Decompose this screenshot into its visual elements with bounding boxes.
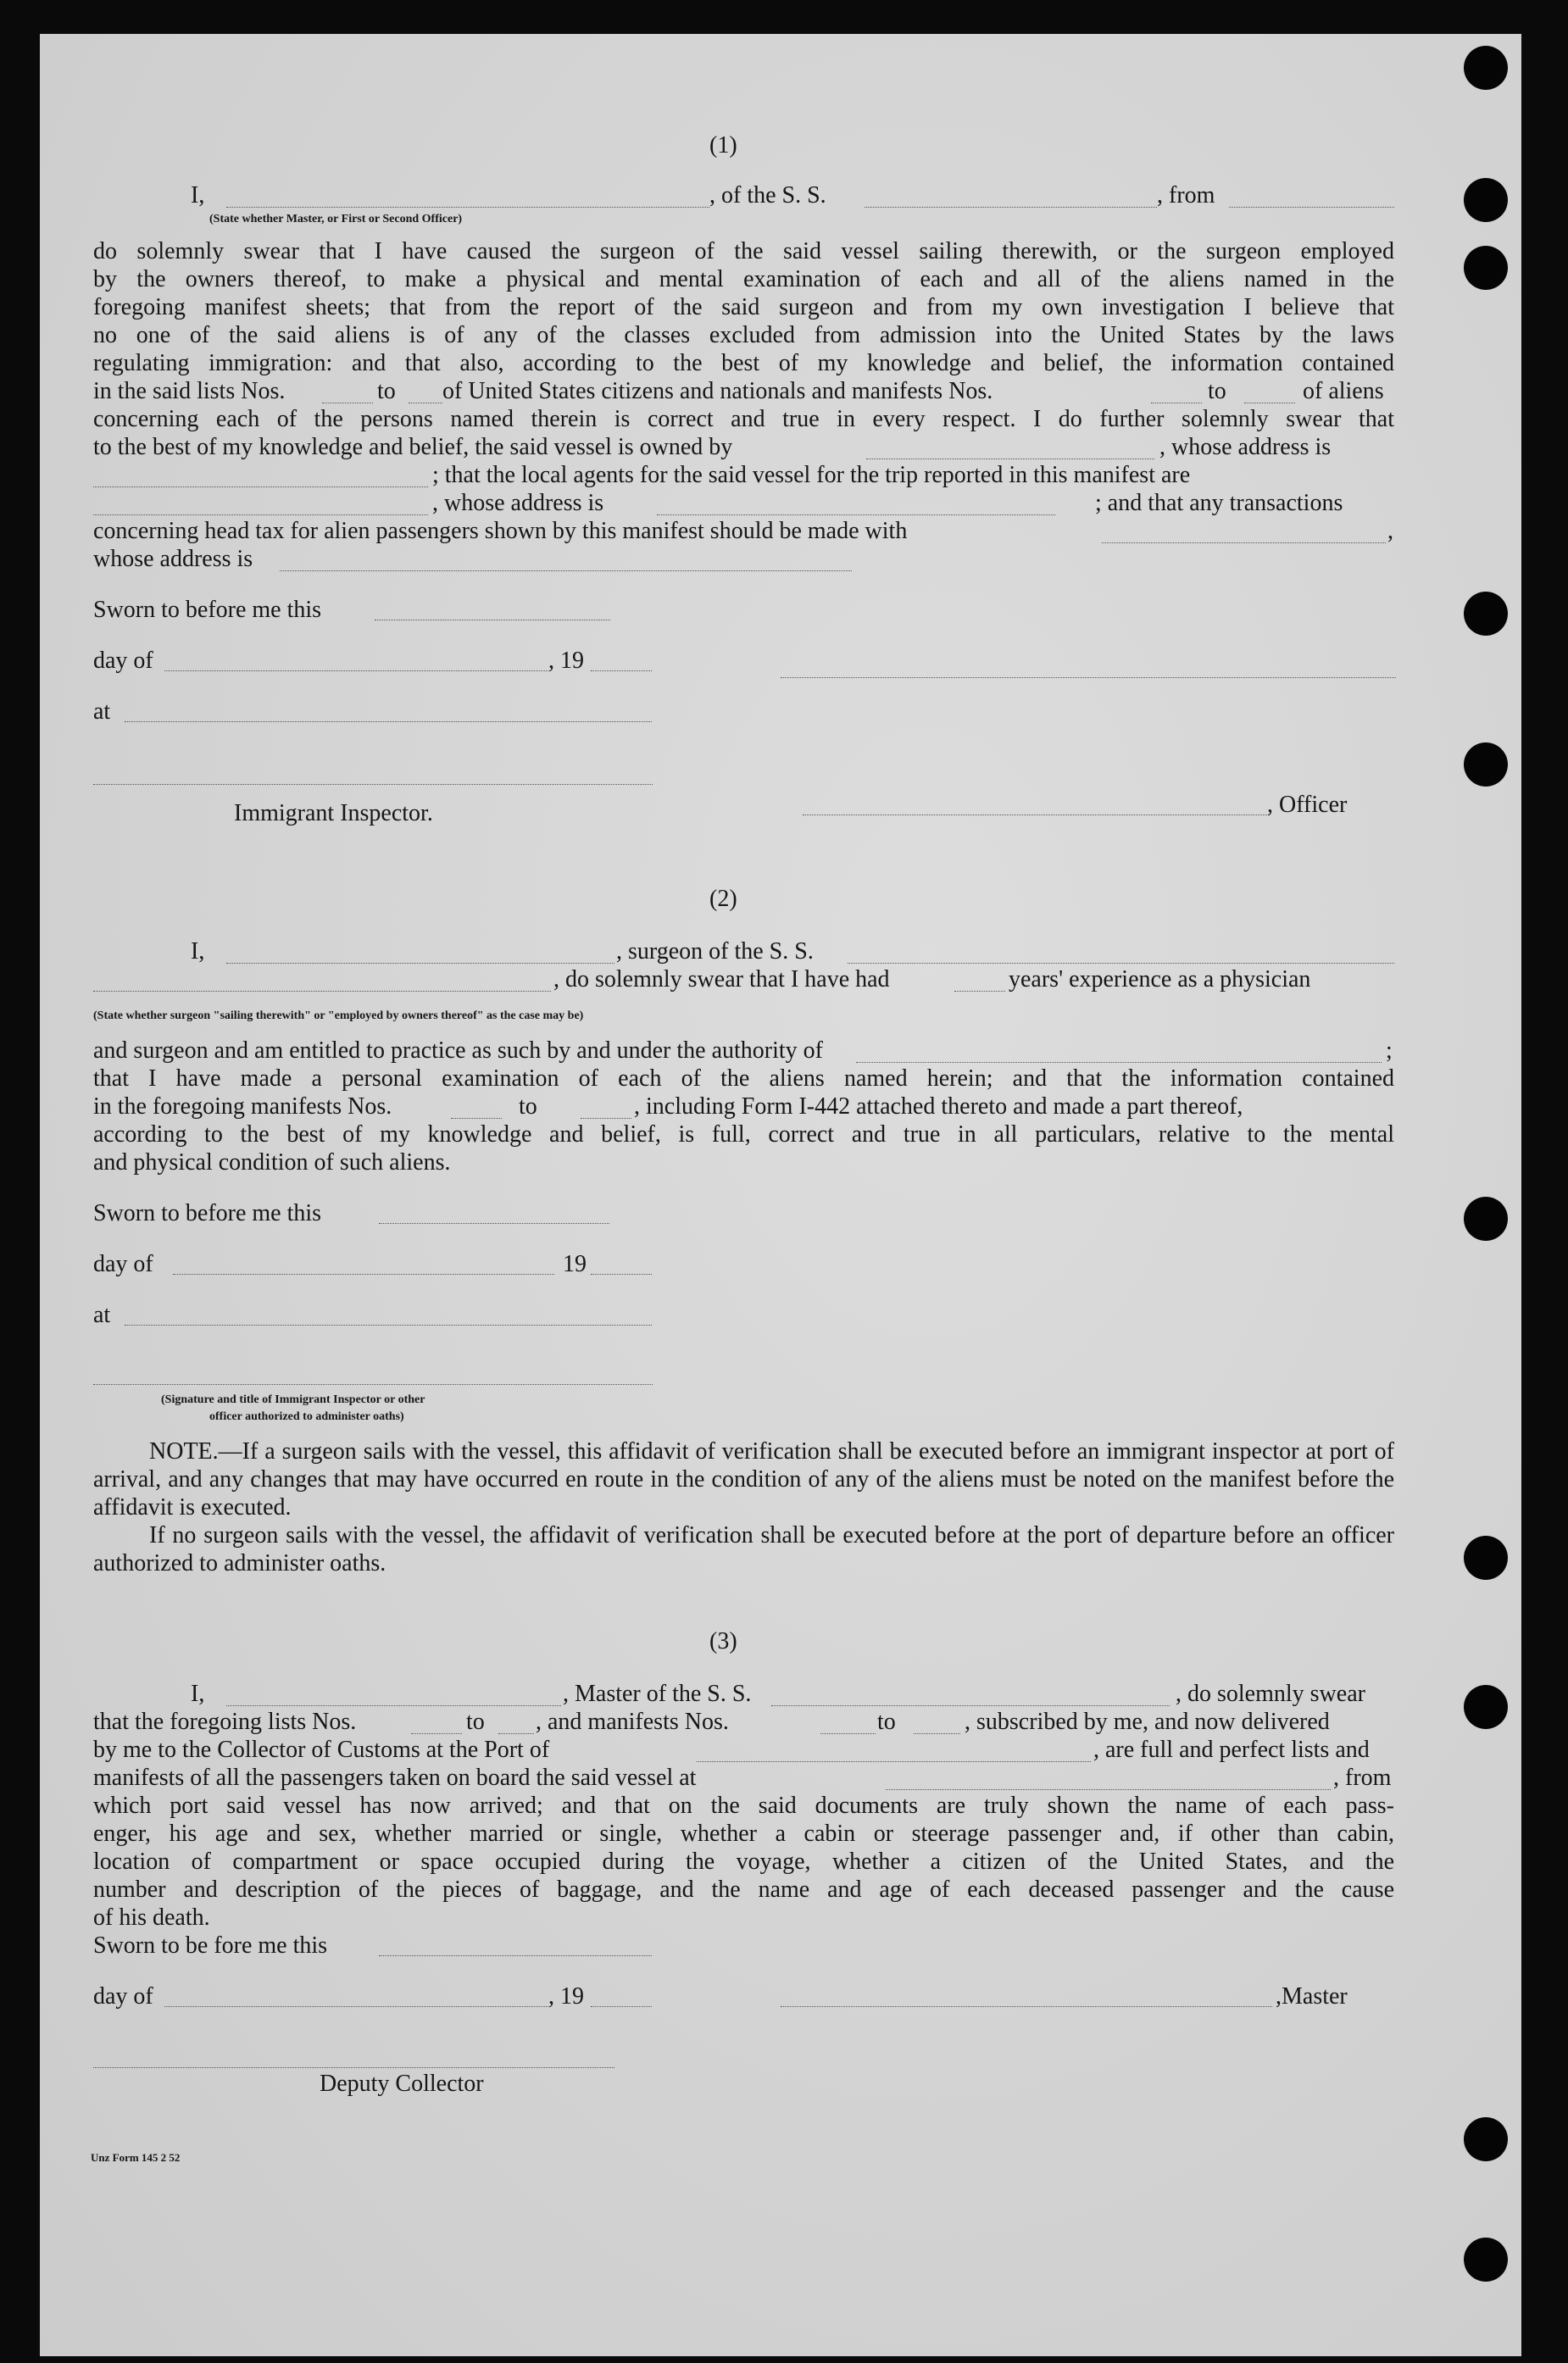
year-field-1[interactable] bbox=[591, 670, 652, 671]
section-1-day-of: day of bbox=[93, 648, 153, 674]
owner-address-field[interactable] bbox=[93, 466, 428, 487]
officer-rank-caption: (State whether Master, or First or Second Officer) bbox=[209, 213, 463, 225]
note-paragraph-2: If no surgeon sails with the vessel, the affidavit of verification shall be executed before at the port of departure before an officer authorized to administer oaths. bbox=[93, 1522, 1394, 1576]
punch-hole bbox=[1464, 2238, 1508, 2282]
section-1-p2: by the owners thereof, to make a physical and mental examination of each and all of the aliens named in the bbox=[93, 266, 1394, 292]
section-2-day-of: day of bbox=[93, 1251, 153, 1277]
section-3-sworn: Sworn to be fore me this bbox=[93, 1932, 328, 1959]
section-1-p3: foregoing manifest sheets; that from the report of the said surgeon and from my own investigation I believe that bbox=[93, 294, 1394, 320]
punch-hole bbox=[1464, 46, 1508, 90]
place-field-2[interactable] bbox=[125, 1324, 652, 1326]
section-1-p4: no one of the said aliens is of any of the classes excluded from admission into the United States by the laws bbox=[93, 322, 1394, 348]
punch-hole bbox=[1464, 592, 1508, 636]
vessel-name-field[interactable] bbox=[865, 186, 1157, 208]
section-3-line-7: location of compartment or space occupied during the voyage, whether a citizen of the United States, and the bbox=[93, 1849, 1394, 1875]
section-2-p2: that I have made a personal examination of each of the aliens named herein; and that the information contained bbox=[93, 1065, 1394, 1092]
section-2-sworn: Sworn to before me this bbox=[93, 1200, 322, 1226]
sworn-date-field-1[interactable] bbox=[375, 619, 610, 620]
note-paragraph-1: NOTE.—If a surgeon sails with the vessel, this affidavit of verification shall be executed before an immigrant inspector at port of arrival, and any changes that may have occurred en route in the condition of any of the aliens must be noted on the manifest before the affidavit is executed. bbox=[93, 1438, 1394, 1521]
head-tax-contact-field[interactable] bbox=[1102, 522, 1386, 543]
section-1-at: at bbox=[93, 698, 111, 725]
boarding-port-field[interactable] bbox=[886, 1769, 1331, 1790]
practice-authority-field[interactable] bbox=[856, 1042, 1382, 1063]
officer-rank-field[interactable] bbox=[226, 186, 709, 208]
master-name-field[interactable] bbox=[226, 1685, 561, 1706]
section-3-line-9: of his death. bbox=[93, 1904, 210, 1931]
master-lists-to-field[interactable] bbox=[498, 1713, 534, 1734]
lists-from-field[interactable] bbox=[322, 382, 373, 403]
master-manifests-from-field[interactable] bbox=[820, 1713, 876, 1734]
officer-name-field[interactable] bbox=[803, 814, 1269, 815]
punch-hole bbox=[1464, 2117, 1508, 2161]
customs-port-field[interactable] bbox=[697, 1741, 1091, 1762]
master-vessel-field[interactable] bbox=[771, 1685, 1170, 1706]
deputy-collector-label: Deputy Collector bbox=[320, 2071, 484, 2097]
departure-port-field[interactable] bbox=[1229, 186, 1394, 208]
punch-hole bbox=[1464, 246, 1508, 290]
punch-hole bbox=[1464, 742, 1508, 787]
master-lists-from-field[interactable] bbox=[411, 1713, 462, 1734]
officer-label: , Officer bbox=[1267, 792, 1348, 818]
surgeon-name-field[interactable] bbox=[226, 942, 614, 964]
punch-hole bbox=[1464, 1536, 1508, 1580]
surgeon-vessel-field[interactable] bbox=[848, 942, 1394, 964]
oath-officer-signature-field[interactable] bbox=[93, 1383, 653, 1385]
master-manifests-to-field[interactable] bbox=[914, 1713, 960, 1734]
oath-officer-caption-2: officer authorized to administer oaths) bbox=[209, 1410, 404, 1423]
section-3-line-6: enger, his age and sex, whether married or single, whether a cabin or steerage passenger and, if other than cabin, bbox=[93, 1821, 1394, 1847]
officer-signature-field[interactable] bbox=[781, 676, 1396, 678]
year-field-2[interactable] bbox=[591, 1273, 652, 1275]
section-2-year: 19 bbox=[563, 1251, 587, 1277]
day-field-2[interactable] bbox=[173, 1273, 554, 1275]
surgeon-status-field[interactable] bbox=[93, 970, 551, 992]
immigrant-inspector-label: Immigrant Inspector. bbox=[234, 800, 433, 826]
oath-officer-caption-1: (Signature and title of Immigrant Inspector or other bbox=[161, 1393, 425, 1406]
surgeon-manifests-to-field[interactable] bbox=[581, 1098, 631, 1119]
section-1-p1: do solemnly swear that I have caused the surgeon of the said vessel sailing therewith, or the surgeon employed bbox=[93, 238, 1394, 264]
surgeon-status-caption: (State whether surgeon "sailing therewith" or "employed by owners thereof" as the case may be) bbox=[93, 1009, 584, 1022]
sworn-date-field-2[interactable] bbox=[379, 1222, 609, 1224]
section-3-year: , 19 bbox=[548, 1983, 584, 2010]
section-2-at: at bbox=[93, 1302, 111, 1328]
deputy-collector-signature-field[interactable] bbox=[93, 2066, 614, 2068]
owner-field[interactable] bbox=[866, 438, 1154, 459]
section-3-line-5: which port said vessel has now arrived; and that on the said documents are truly shown the name of each pass- bbox=[93, 1793, 1394, 1819]
lists-to-field[interactable] bbox=[409, 382, 442, 403]
punch-hole bbox=[1464, 178, 1508, 222]
section-1-number: (1) bbox=[709, 132, 737, 158]
years-experience-field[interactable] bbox=[954, 970, 1005, 992]
section-2-p4: according to the best of my knowledge and belief, is full, correct and true in all particulars, relative to the mental bbox=[93, 1121, 1394, 1148]
local-agents-field[interactable] bbox=[93, 494, 428, 515]
agents-address-field[interactable] bbox=[657, 494, 1055, 515]
affidavit-page: (1) I, , of the S. S. , from (State whether Master, or First or Second Officer) do solemnly swear that I have caused the surgeon of the said vessel sailing therewith, or the surgeon employed by the owners thereof, to make a physical and mental examination of each and all of the aliens named in the foregoing manifest sheets; that from the report of the said surgeon and from my own investigation I believe that no one of the said aliens is of any of the classes excluded from admission into the United States by the laws regulating immigration: and that also, according to the best of my knowledge and belief, the information contained in the said lists Nos. to of United States citizens and nationals and manifests Nos. to of aliens concerning each of the persons named therein is correct and true in every respect. I do further solemnly swear that to the best of my knowledge and belief, the said vessel is owned by , whose address is ; that the local agents for the said vessel for the trip reported in this manifest are , whose address is ; and that any transactions concerning head tax for alien passengers shown by this manifest should be made with , whose address is Sworn to before me this day of , 19 at Immigrant Inspector. , Officer (2) I, , surgeon of the S. S. , do solemnly swear that I have had years' experience as a physician (State whether surgeon "sailing therewith" or "employed by owners thereof" as the case may be) and surgeon and am entitled to practice as such by and under the authority of ; that I have made a personal examination of each of the aliens named herein; and that the information contained in the foregoing manifests Nos. to , including Form I-442 attached thereto and made a part thereof, according to the best of my knowledge and belief, is full, correct and true in all particulars, relative to the mental and physical condition of such aliens. Sworn to before me this day of 19 at (Signature and title of Immigrant Inspector or other officer authorized to administer oaths) NOTE.—If a surgeon sails with the vessel, this affidavit of verification shall be executed before an immigrant inspector at port of arrival, and any changes that may have occurred en route in the condition of any of the aliens must be noted on the manifest before the affidavit is executed. If no surgeon sails with the vessel, the affidavit of verification shall be executed before at the port of departure before an officer authorized to administer oaths. (3) I, , Master of the S. S. , do solemnly swear that the foregoing lists Nos. to , and manifests Nos. to , subscribed by me, and now delivered by me to the Collector of Customs at the Port of , are full and perfect lists and manifests of all the passengers taken on board the said vessel at , from which port said vessel has now arrived; and that on the said documents are truly shown the name of each pass- enger, his age and sex, whether married or single, whether a cabin or steerage passenger and, if other than cabin, location of compartment or space occupied during the voyage, whether a citizen of the United States, and the number and description of the pieces of baggage, and the name and age of each deceased passenger and the cause of his death. Sworn to be fore me this day of , 19 ,Master Deputy Collector Unz Form 145 2 52 bbox=[40, 34, 1521, 2356]
day-field-1[interactable] bbox=[164, 670, 548, 671]
section-2-p5: and physical condition of such aliens. bbox=[93, 1149, 451, 1176]
section-1-p5: regulating immigration: and that also, according to the best of my knowledge and belief, the information contained bbox=[93, 350, 1394, 376]
form-number: Unz Form 145 2 52 bbox=[91, 2151, 181, 2164]
punch-hole bbox=[1464, 1197, 1508, 1241]
surgeon-manifests-from-field[interactable] bbox=[451, 1098, 502, 1119]
day-field-3[interactable] bbox=[164, 2005, 548, 2007]
punch-hole bbox=[1464, 1685, 1508, 1729]
manifests-to-field[interactable] bbox=[1244, 382, 1295, 403]
year-field-3[interactable] bbox=[591, 2005, 652, 2007]
master-label: ,Master bbox=[1276, 1983, 1348, 2010]
master-signature-field[interactable] bbox=[781, 2005, 1272, 2007]
section-1-sworn: Sworn to before me this bbox=[93, 597, 322, 623]
place-field-1[interactable] bbox=[125, 720, 652, 722]
section-3-day-of: day of bbox=[93, 1983, 153, 2010]
section-3-line-8: number and description of the pieces of baggage, and the name and age of each deceased passenger and the cause bbox=[93, 1876, 1394, 1903]
inspector-signature-field[interactable] bbox=[93, 783, 653, 785]
sworn-date-field-3[interactable] bbox=[379, 1954, 652, 1956]
section-1-year: , 19 bbox=[548, 648, 584, 674]
section-3-number: (3) bbox=[709, 1628, 737, 1654]
manifests-from-field[interactable] bbox=[1151, 382, 1202, 403]
head-tax-address-field[interactable] bbox=[280, 550, 852, 571]
section-1-p7: concerning each of the persons named therein is correct and true in every respect. I do further solemnly swear that bbox=[93, 406, 1394, 432]
section-2-number: (2) bbox=[709, 886, 737, 912]
